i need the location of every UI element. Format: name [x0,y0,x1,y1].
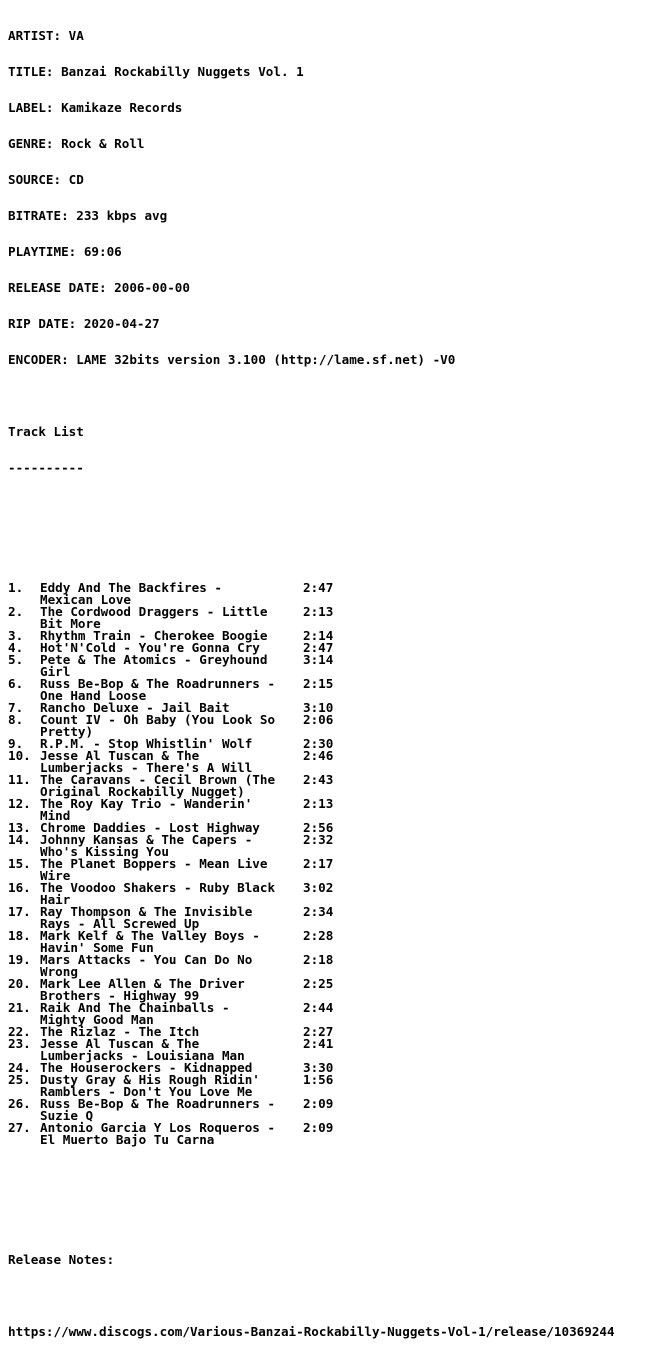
track-number: 1. [8,580,24,595]
rip-date-line: RIP DATE: 2020-04-27 [8,316,160,331]
track-row [8,1038,656,1062]
track-number: 4. [8,640,24,655]
track-title [40,1074,303,1098]
track-title-line: Pete & The Atomics - Greyhound [40,652,268,667]
track-title-line: Rays - All Screwed Up [40,916,200,931]
track-title-line: Raik And The Chainballs - [40,1000,230,1015]
track-number: 26. [8,1096,31,1111]
track-title-line: Count IV - Oh Baby (You Look So [40,712,276,727]
spacer [8,1182,656,1194]
track-title-line: Antonio Garcia Y Los Roqueros - [40,1120,276,1135]
track-title-line: One Hand Loose [40,688,147,703]
track-duration: 2:30 [303,736,334,751]
track-number: 23. [8,1036,31,1051]
track-number: 24. [8,1060,31,1075]
track-title-line: The Houserockers - Kidnapped [40,1060,253,1075]
track-title-line: Mexican Love [40,592,131,607]
artist-line: ARTIST: VA [8,28,84,43]
track-number: 21. [8,1000,31,1015]
track-duration: 3:30 [303,1060,334,1075]
track-title-line: Rancho Deluxe - Jail Bait [40,700,230,715]
track-title-line: The Cordwood Draggers - Little [40,604,268,619]
track-row [8,678,656,702]
track-number: 5. [8,652,24,667]
track-number: 19. [8,952,31,967]
track-row [8,798,656,822]
label-line: LABEL: Kamikaze Records [8,100,183,115]
track-duration: 2:44 [303,1000,334,1015]
track-row [8,954,656,978]
track-duration: 2:17 [303,856,334,871]
track-number: 13. [8,820,31,835]
track-row [8,1026,656,1038]
track-row [8,1074,656,1098]
tracklist-underline: ---------- [8,460,84,475]
track-title [40,1002,303,1026]
track-duration: 2:34 [303,904,334,919]
track-title-line: Original Rockabilly Nugget) [40,784,245,799]
track-number: 11. [8,772,31,787]
track-number: 6. [8,676,24,691]
track-title [40,1062,303,1074]
track-duration: 2:06 [303,712,334,727]
track-title-line: The Voodoo Shakers - Ruby Black [40,880,276,895]
track-title-line: Mind [40,808,71,823]
track-duration: 3:14 [303,652,334,667]
track-title-line: Mighty Good Man [40,1012,154,1027]
track-number: 7. [8,700,24,715]
track-duration: 2:56 [303,820,334,835]
track-title-line: Jesse Al Tuscan & The [40,1036,200,1051]
bitrate-line: BITRATE: 233 kbps avg [8,208,168,223]
spacer [8,498,656,510]
track-title [40,774,303,798]
track-number: 9. [8,736,24,751]
track-number: 15. [8,856,31,871]
track-title [40,954,303,978]
track-title-line: Suzie Q [40,1108,94,1123]
track-title-line: Mark Lee Allen & The Driver [40,976,245,991]
spacer [8,1218,656,1230]
track-duration: 2:09 [303,1120,334,1135]
track-duration: 2:41 [303,1036,334,1051]
track-duration: 2:09 [303,1096,334,1111]
track-number: 8. [8,712,24,727]
playtime-line: PLAYTIME: 69:06 [8,244,122,259]
track-number: 25. [8,1072,31,1087]
release-notes-heading: Release Notes: [8,1252,115,1267]
track-title [40,930,303,954]
track-title [40,750,303,774]
track-title-line: Pretty) [40,724,94,739]
track-number: 18. [8,928,31,943]
track-title-line: Hair [40,892,71,907]
track-duration: 2:14 [303,628,334,643]
track-duration: 1:56 [303,1072,334,1087]
track-title-line: R.P.M. - Stop Whistlin' Wolf [40,736,253,751]
track-title [40,582,303,606]
track-title-line: Russ Be-Bop & The Roadrunners - [40,1096,276,1111]
title-line: TITLE: Banzai Rockabilly Nuggets Vol. 1 [8,64,304,79]
track-title [40,606,303,630]
track-row [8,774,656,798]
track-title-line: The Rizlaz - The Itch [40,1024,200,1039]
track-title-line: Lumberjacks - There's A Will [40,760,253,775]
track-title-line: Bit More [40,616,101,631]
track-duration: 3:02 [303,880,334,895]
track-duration: 2:32 [303,832,334,847]
track-title-line: Girl [40,664,71,679]
track-title-line: Mark Kelf & The Valley Boys - [40,928,260,943]
track-row [8,1098,656,1122]
spacer [8,1290,656,1302]
track-list [8,582,656,1146]
track-duration: 2:13 [303,604,334,619]
track-number: 22. [8,1024,31,1039]
track-title [40,1026,303,1038]
track-title [40,654,303,678]
track-duration: 2:13 [303,796,334,811]
track-number: 16. [8,880,31,895]
track-duration: 2:18 [303,952,334,967]
track-duration: 2:46 [303,748,334,763]
track-title-line: Havin' Some Fun [40,940,154,955]
track-title-line: Johnny Kansas & The Capers - [40,832,253,847]
track-number: 27. [8,1120,31,1135]
release-notes-url: https://www.discogs.com/Various-Banzai-Rockabilly-Nuggets-Vol-1/release/10369244 [8,1324,615,1339]
track-duration: 2:28 [303,928,334,943]
track-title-line: Ramblers - Don't You Love Me [40,1084,253,1099]
track-title [40,798,303,822]
track-title [40,678,303,702]
track-row [8,582,656,606]
track-title [40,906,303,930]
track-number: 3. [8,628,24,643]
track-duration: 2:47 [303,640,334,655]
track-row [8,930,656,954]
track-title-line: Mars Attacks - You Can Do No [40,952,253,967]
track-title-line: Wrong [40,964,78,979]
spacer [8,390,656,402]
track-number: 12. [8,796,31,811]
track-title [40,1122,303,1146]
track-title-line: The Planet Boppers - Mean Live [40,856,268,871]
track-title-line: Rhythm Train - Cherokee Boogie [40,628,268,643]
track-title [40,882,303,906]
track-row [8,1122,656,1146]
track-title [40,1098,303,1122]
track-row [8,750,656,774]
track-row [8,1002,656,1026]
track-title-line: El Muerto Bajo Tu Carna [40,1132,215,1147]
track-title-line: The Roy Kay Trio - Wanderin' [40,796,253,811]
track-row [8,906,656,930]
track-title [40,978,303,1002]
track-duration: 2:27 [303,1024,334,1039]
track-title-line: Dusty Gray & His Rough Ridin' [40,1072,260,1087]
track-row [8,606,656,630]
track-title-line: Brothers - Highway 99 [40,988,200,1003]
track-title-line: Hot'N'Cold - You're Gonna Cry [40,640,260,655]
track-row [8,858,656,882]
track-title-line: Who's Kissing You [40,844,169,859]
track-duration: 3:10 [303,700,334,715]
release-date-line: RELEASE DATE: 2006-00-00 [8,280,190,295]
track-row [8,834,656,858]
spacer [8,534,656,546]
track-title-line: Eddy And The Backfires - [40,580,222,595]
track-title [40,834,303,858]
track-row [8,882,656,906]
track-title-line: Wire [40,868,71,883]
track-title-line: Ray Thompson & The Invisible [40,904,253,919]
track-number: 2. [8,604,24,619]
track-number: 17. [8,904,31,919]
track-title [40,858,303,882]
track-row [8,978,656,1002]
track-row [8,1062,656,1074]
track-duration: 2:25 [303,976,334,991]
track-number: 10. [8,748,31,763]
track-title-line: The Caravans - Cecil Brown (The [40,772,276,787]
track-title [40,714,303,738]
track-title [40,1038,303,1062]
track-title-line: Jesse Al Tuscan & The [40,748,200,763]
track-duration: 2:15 [303,676,334,691]
track-row [8,714,656,738]
track-number: 14. [8,832,31,847]
genre-line: GENRE: Rock & Roll [8,136,145,151]
track-row [8,654,656,678]
track-number: 20. [8,976,31,991]
tracklist-heading: Track List [8,424,84,439]
track-title-line: Russ Be-Bop & The Roadrunners - [40,676,276,691]
track-duration: 2:47 [303,580,334,595]
track-title-line: Chrome Daddies - Lost Highway [40,820,260,835]
encoder-line: ENCODER: LAME 32bits version 3.100 (http://lame.sf.net) -V0 [8,352,456,367]
track-duration: 2:43 [303,772,334,787]
source-line: SOURCE: CD [8,172,84,187]
track-title-line: Lumberjacks - Louisiana Man [40,1048,245,1063]
